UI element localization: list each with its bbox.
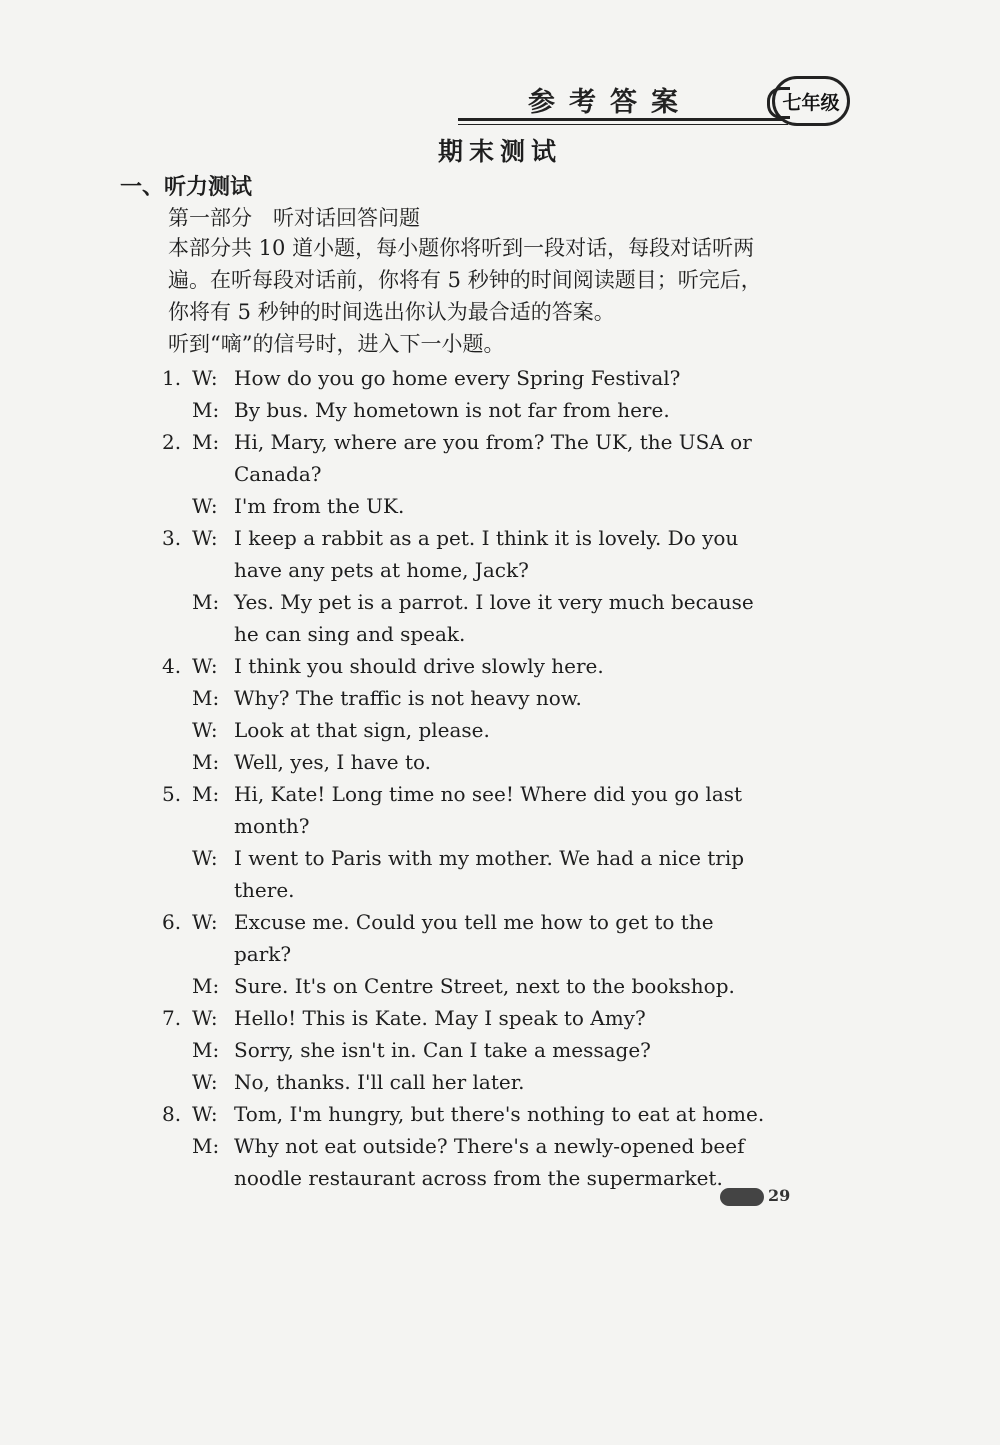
dialogue-item <box>0 362 1000 426</box>
question-number: 2. <box>162 430 182 454</box>
question-number: 6. <box>162 910 182 934</box>
dialogue-item <box>0 522 1000 650</box>
dialogue-item <box>0 650 1000 778</box>
dialogue-text: How do you go home every Spring Festival? <box>234 366 681 390</box>
speaker: W: <box>192 526 218 550</box>
speaker: W: <box>192 494 218 518</box>
question-number: 4. <box>162 654 182 678</box>
dialogue-text: Tom, I'm hungry, but there's nothing to eat at home. <box>234 1102 765 1126</box>
dialogue-text: No, thanks. I'll call her later. <box>234 1070 525 1094</box>
dialogue-item <box>0 906 1000 1002</box>
dialogue-text: I'm from the UK. <box>234 494 405 518</box>
dialogue-text: I went to Paris with my mother. We had a nice trip there. <box>234 846 745 902</box>
dialogue-item <box>0 778 1000 906</box>
dialogue-text: Sure. It's on Centre Street, next to the bookshop. <box>234 974 735 998</box>
page-ornament-icon <box>720 1188 764 1206</box>
speaker: W: <box>192 846 218 870</box>
speaker: M: <box>192 974 220 998</box>
header-title: 参考答案 <box>528 87 692 118</box>
dialogue-text: Well, yes, I have to. <box>234 750 432 774</box>
dialogue-text: Hello! This is Kate. May I speak to Amy? <box>234 1006 646 1030</box>
question-number: 8. <box>162 1102 182 1126</box>
dialogue-text: Why? The traffic is not heavy now. <box>234 686 582 710</box>
page-number-text: 29 <box>768 1186 791 1205</box>
instruction-line: 本部分共 10 道小题，每小题你将听到一段对话，每段对话听两 <box>168 236 755 260</box>
dialogue-list <box>0 362 1000 1194</box>
dialogue-item <box>0 426 1000 522</box>
speaker: W: <box>192 366 218 390</box>
header-rule <box>458 118 788 121</box>
speaker: W: <box>192 654 218 678</box>
page-number <box>720 1186 790 1206</box>
dialogue-text: Why not eat outside? There's a newly-opened beef noodle restaurant across from the supermarket. <box>234 1134 745 1190</box>
dialogue-text: Look at that sign, please. <box>234 718 490 742</box>
dialogue-text: Hi, Kate! Long time no see! Where did you go last month? <box>234 782 743 838</box>
speaker: M: <box>192 782 220 806</box>
dialogue-text: By bus. My hometown is not far from here. <box>234 398 670 422</box>
header-rule-thin <box>458 124 788 125</box>
instruction-line: 听到“嘀”的信号时，进入下一小题。 <box>168 332 505 356</box>
question-number: 3. <box>162 526 182 550</box>
dialogue-text: Hi, Mary, where are you from? The UK, the USA or Canada? <box>234 430 752 486</box>
dialogue-text: Sorry, she isn't in. Can I take a message? <box>234 1038 651 1062</box>
instruction-line: 你将有 5 秒钟的时间选出你认为最合适的答案。 <box>168 300 615 324</box>
speaker: W: <box>192 1006 218 1030</box>
grade-badge-label: 七年级 <box>782 91 840 114</box>
dialogue-text: I think you should drive slowly here. <box>234 654 604 678</box>
dialogue-item <box>0 1002 1000 1098</box>
subheading: 第一部分 听对话回答问题 <box>168 206 420 230</box>
dialogue-text: Excuse me. Could you tell me how to get to the park? <box>234 910 714 966</box>
speaker: M: <box>192 750 220 774</box>
question-number: 7. <box>162 1006 182 1030</box>
instruction-line: 遍。在听每段对话前，你将有 5 秒钟的时间阅读题目；听完后， <box>168 268 762 292</box>
instructions <box>168 232 788 360</box>
speaker: W: <box>192 1102 218 1126</box>
speaker: M: <box>192 1038 220 1062</box>
speaker: M: <box>192 686 220 710</box>
speaker: W: <box>192 910 218 934</box>
speaker: W: <box>192 718 218 742</box>
dialogue-item <box>0 1098 1000 1194</box>
speaker: W: <box>192 1070 218 1094</box>
dialogue-text: I keep a rabbit as a pet. I think it is lovely. Do you have any pets at home, Jack? <box>234 526 739 582</box>
speaker: M: <box>192 590 220 614</box>
question-number: 1. <box>162 366 182 390</box>
part-heading: 一、听力测试 <box>120 174 253 200</box>
speaker: M: <box>192 398 220 422</box>
section-heading: 期末测试 <box>437 137 562 166</box>
speaker: M: <box>192 1134 220 1158</box>
grade-badge <box>772 76 850 126</box>
dialogue-text: Yes. My pet is a parrot. I love it very much because he can sing and speak. <box>234 590 754 646</box>
speaker: M: <box>192 430 220 454</box>
question-number: 5. <box>162 782 182 806</box>
